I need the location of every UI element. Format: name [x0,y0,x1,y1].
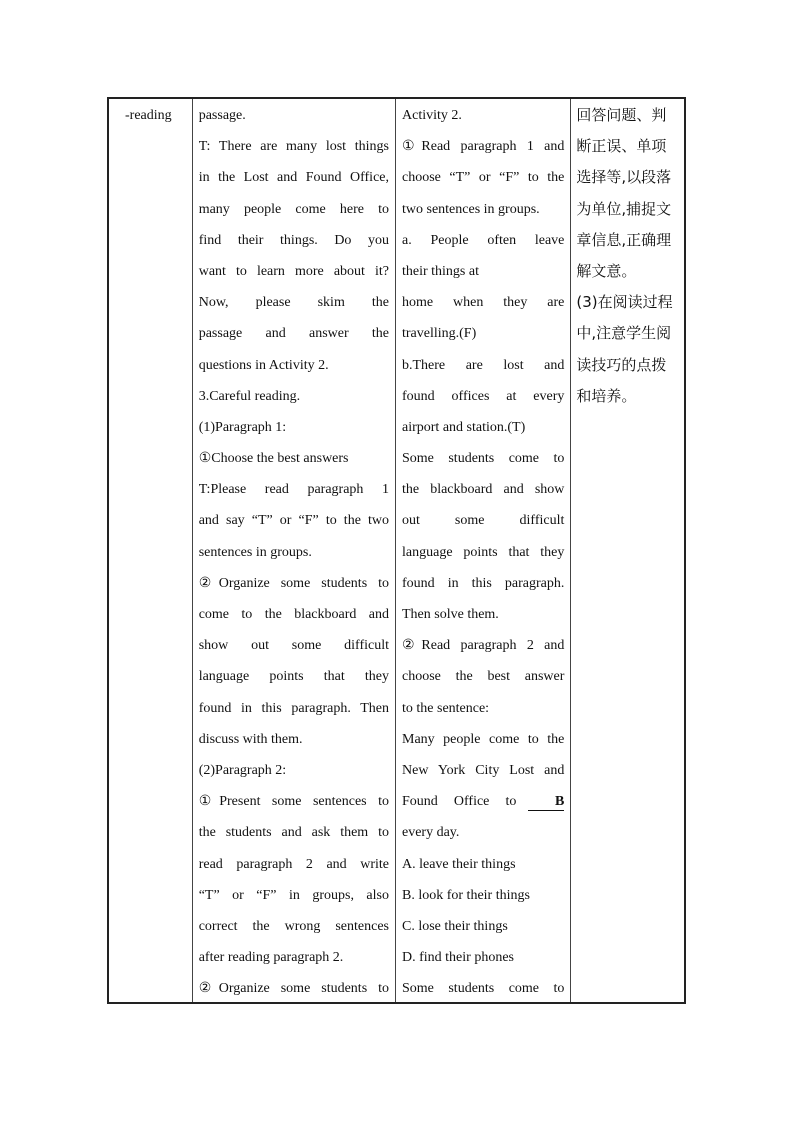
lesson-plan-table [107,97,686,1004]
student-line: every day. [402,825,460,841]
teacher-line: Now, please skim the [198,295,389,311]
student-line: out some difficult [402,513,565,529]
teacher-line: found in this paragraph. Then [198,700,389,716]
student-line: travelling.(F) [402,326,477,342]
intent-line: 回答问题、判 [576,106,667,124]
teacher-line: and say “T” or “F” to the two [198,513,389,529]
teacher-line: questions in Activity 2. [198,357,329,373]
student-line: A. leave their things [402,856,516,872]
student-line: B. look for their things [402,887,530,903]
student-line: Then solve them. [402,607,499,622]
teacher-line: discuss with them. [198,731,303,747]
teacher-line: T: There are many lost things [198,139,389,155]
student-line: their things at [402,263,479,279]
student-line-text: Found Office to [402,794,517,810]
teacher-line: ①Choose the best answers [198,451,349,467]
student-activity-column [395,99,570,1002]
student-line: ①Read paragraph 1 and [402,139,565,155]
teacher-line: ②Organize some students to [198,981,389,997]
teacher-line: ②Organize some students to [198,575,389,591]
intent-line: 选择等,以段落 [576,168,672,187]
teacher-line: passage and answer the [198,326,389,342]
teacher-line: find their things. Do you [198,232,389,248]
intent-line: 为单位,捕捉文 [576,199,672,218]
student-line: found in this paragraph. [402,575,565,591]
student-line: choose the best answer [402,669,565,685]
intent-line: 断正误、单项 [576,137,667,156]
student-line: Many people come to the [402,731,565,747]
student-line: the blackboard and show [402,482,565,498]
teacher-line: T:Please read paragraph 1 [198,482,389,498]
teacher-line: want to learn more about it? [198,263,389,279]
teacher-line: show out some difficult [198,638,389,654]
teacher-line: passage. [198,108,246,123]
teacher-line: read paragraph 2 and write [198,856,389,872]
stage-label: -reading [125,108,172,123]
teacher-line: the students and ask them to [198,825,389,841]
student-line: New York City Lost and [402,762,565,778]
teacher-line: in the Lost and Found Office, [198,170,389,186]
teacher-line: come to the blackboard and [198,607,389,622]
student-line: Some students come to [402,981,565,997]
intent-line: 读技巧的点拨 [576,355,667,374]
intent-line: 解文意。 [576,261,637,280]
student-line: Some students come to [402,451,565,467]
student-line: choose “T” or “F” to the [402,170,565,186]
student-line: ②Read paragraph 2 and [402,638,565,654]
student-line: b.There are lost and [402,357,565,373]
teacher-activity-column [192,99,395,1002]
student-line-with-blank [396,786,570,817]
teacher-line: 3.Careful reading. [198,388,301,404]
teacher-line: ①Present some sentences to [198,794,389,810]
teacher-line: (2)Paragraph 2: [198,762,287,778]
design-intent-column [570,99,684,1002]
student-line: found offices at every [402,388,565,404]
student-line: two sentences in groups. [402,201,540,217]
student-line: a. People often leave [402,232,565,248]
intent-line: 中,注意学生阅 [576,324,672,343]
student-line: language points that they [402,544,565,560]
teacher-line: many people come here to [198,201,389,217]
student-line: airport and station.(T) [402,419,526,435]
student-line: home when they are [402,295,565,311]
teacher-line: “T” or “F” in groups, also [198,887,389,903]
teacher-line: language points that they [198,669,389,685]
student-line: D. find their phones [402,950,514,966]
teacher-line: correct the wrong sentences [198,918,389,934]
teacher-line: after reading paragraph 2. [198,950,344,966]
intent-line: (3)在阅读过程 [576,293,673,312]
teacher-line: sentences in groups. [198,544,312,560]
intent-line: 章信息,正确理 [576,230,672,249]
answer-blank: B [528,794,564,811]
student-line: C. lose their things [402,918,508,934]
stage-column [109,99,192,1002]
student-line: to the sentence: [402,700,490,716]
student-line: Activity 2. [402,108,462,123]
teacher-line: (1)Paragraph 1: [198,419,287,435]
intent-line: 和培养。 [576,386,637,405]
